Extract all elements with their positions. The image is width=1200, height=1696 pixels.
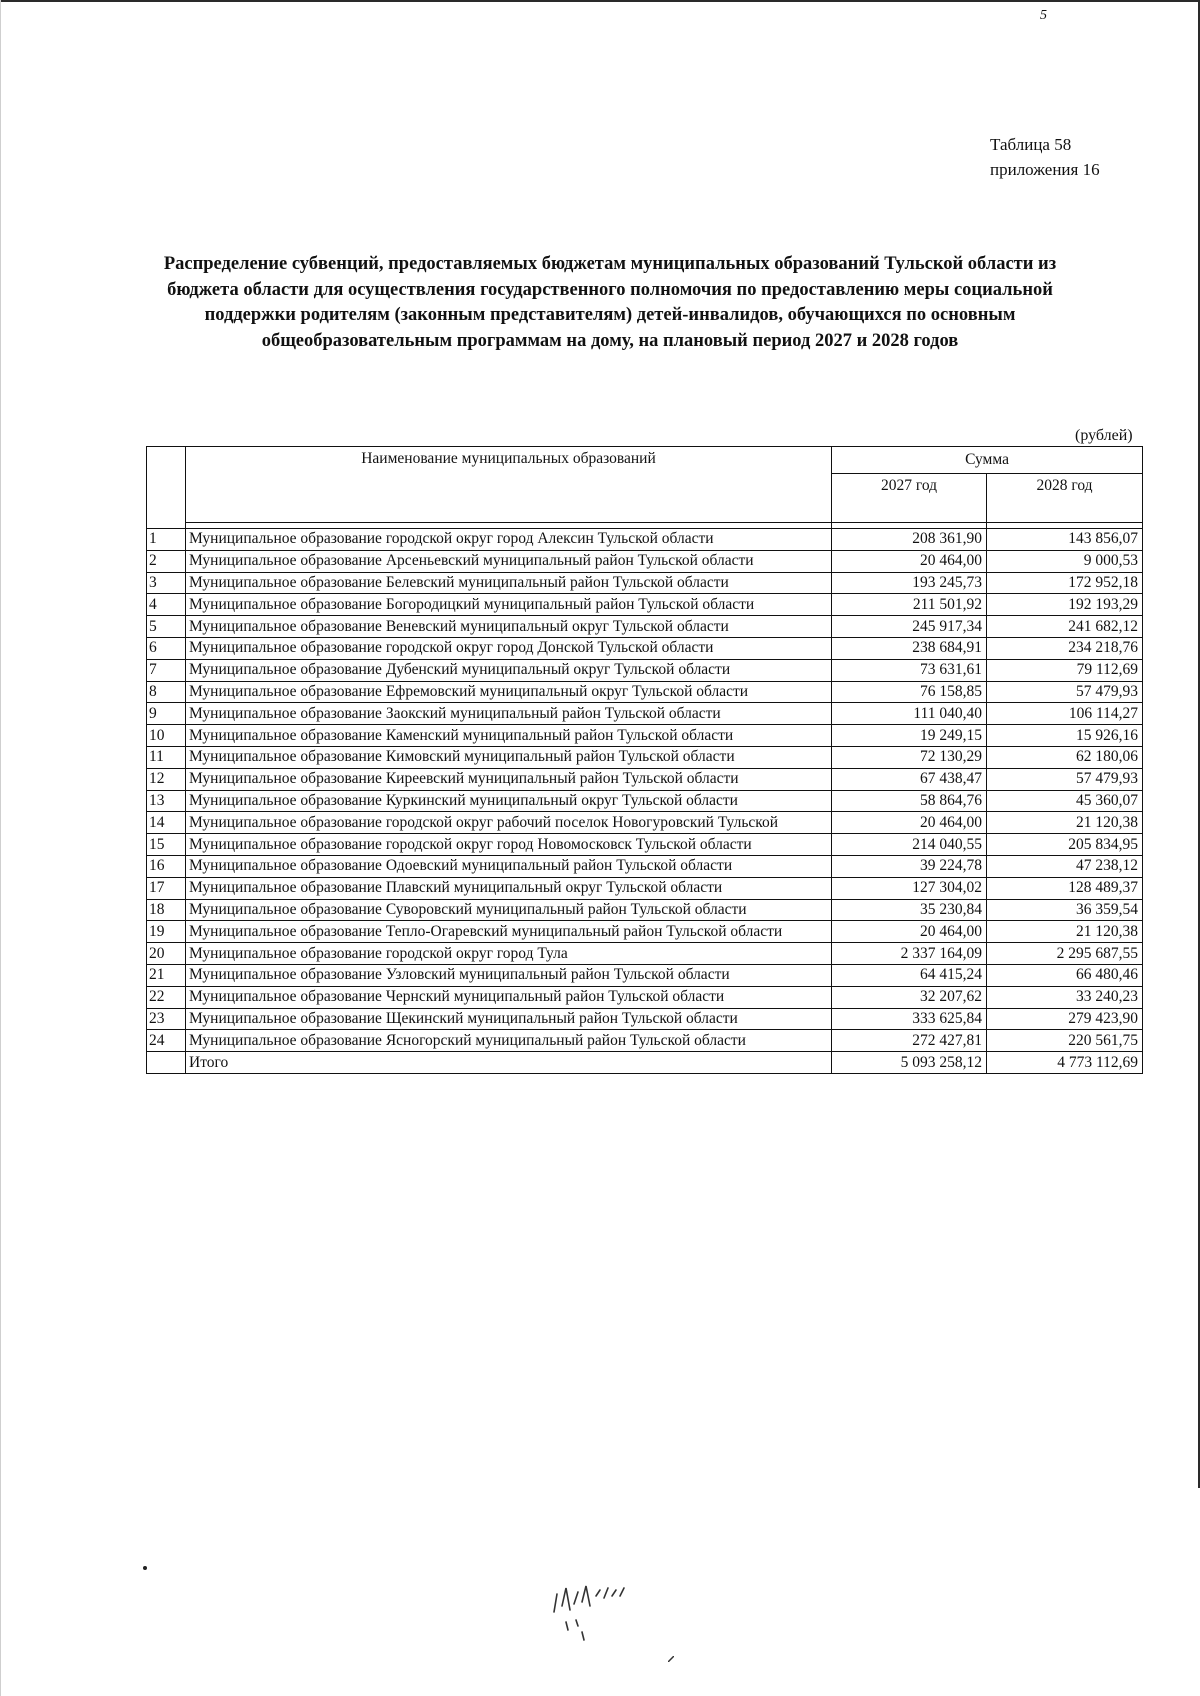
row-amount-2028: 15 926,16 [987,725,1143,747]
table-row [147,921,1143,943]
header-year-2027: 2027 год [832,474,987,523]
total-amount-2028: 4 773 112,69 [987,1052,1143,1074]
total-row [147,1052,1143,1074]
row-number: 13 [147,790,186,812]
table-row [147,681,1143,703]
page-border-top [0,0,1200,2]
row-municipality-name: Муниципальное образование Заокский муниципальный район Тульской области [186,703,832,725]
table-row [147,1030,1143,1052]
table-row [147,725,1143,747]
row-number: 24 [147,1030,186,1052]
row-number: 19 [147,921,186,943]
row-amount-2028: 47 238,12 [987,855,1143,877]
table-row [147,943,1143,965]
row-municipality-name: Муниципальное образование Узловский муниципальный район Тульской области [186,964,832,986]
row-amount-2027: 76 158,85 [832,681,987,703]
table-row [147,703,1143,725]
row-amount-2027: 214 040,55 [832,834,987,856]
row-municipality-name: Муниципальное образование Тепло-Огаревский муниципальный район Тульской области [186,921,832,943]
row-amount-2028: 57 479,93 [987,681,1143,703]
table-reference [990,132,1100,182]
row-municipality-name: Муниципальное образование Дубенский муниципальный округ Тульской области [186,659,832,681]
table-row [147,572,1143,594]
row-number: 21 [147,964,186,986]
row-municipality-name: Муниципальное образование Веневский муниципальный округ Тульской области [186,616,832,638]
row-municipality-name: Муниципальное образование Щекинский муниципальный район Тульской области [186,1008,832,1030]
header-row [147,447,1143,474]
row-amount-2027: 32 207,62 [832,986,987,1008]
row-amount-2027: 245 917,34 [832,616,987,638]
row-amount-2027: 35 230,84 [832,899,987,921]
title-line: поддержки родителям (законным представителям) детей-инвалидов, обучающихся по основным [204,305,1016,325]
row-number: 20 [147,943,186,965]
row-number: 17 [147,877,186,899]
table-row [147,1008,1143,1030]
row-municipality-name: Муниципальное образование городской округ рабочий поселок Новогуровский Тульской [186,812,832,834]
table-row [147,877,1143,899]
row-municipality-name: Муниципальное образование городской округ город Тула [186,943,832,965]
row-amount-2027: 208 361,90 [832,529,987,551]
row-number: 2 [147,550,186,572]
row-amount-2027: 73 631,61 [832,659,987,681]
table-row [147,594,1143,616]
row-amount-2028: 62 180,06 [987,746,1143,768]
row-number: 3 [147,572,186,594]
row-number: 12 [147,768,186,790]
row-municipality-name: Муниципальное образование Каменский муниципальный район Тульской области [186,725,832,747]
table-row [147,834,1143,856]
row-number: 22 [147,986,186,1008]
row-amount-2027: 111 040,40 [832,703,987,725]
row-amount-2028: 205 834,95 [987,834,1143,856]
row-amount-2027: 20 464,00 [832,921,987,943]
row-amount-2028: 21 120,38 [987,812,1143,834]
row-amount-2027: 193 245,73 [832,572,987,594]
table-row [147,855,1143,877]
handwritten-signature [548,1582,648,1642]
row-municipality-name: Муниципальное образование Богородицкий муниципальный район Тульской области [186,594,832,616]
table-row [147,964,1143,986]
row-municipality-name: Муниципальное образование Суворовский муниципальный район Тульской области [186,899,832,921]
header-year-2028: 2028 год [987,474,1143,523]
row-amount-2028: 57 479,93 [987,768,1143,790]
document-title [120,252,1100,354]
row-amount-2027: 67 438,47 [832,768,987,790]
row-amount-2028: 234 218,76 [987,637,1143,659]
row-number: 11 [147,746,186,768]
total-number-cell [147,1052,186,1074]
row-amount-2027: 39 224,78 [832,855,987,877]
row-amount-2028: 21 120,38 [987,921,1143,943]
scan-mark-dot [143,1566,147,1570]
row-amount-2028: 143 856,07 [987,529,1143,551]
row-amount-2028: 33 240,23 [987,986,1143,1008]
row-amount-2028: 66 480,46 [987,964,1143,986]
row-amount-2027: 127 304,02 [832,877,987,899]
table-row [147,616,1143,638]
row-number: 16 [147,855,186,877]
row-number: 6 [147,637,186,659]
row-number: 4 [147,594,186,616]
table-row [147,790,1143,812]
row-amount-2027: 72 130,29 [832,746,987,768]
row-municipality-name: Муниципальное образование Кимовский муниципальный район Тульской области [186,746,832,768]
header-number-cell [147,447,186,529]
row-amount-2028: 279 423,90 [987,1008,1143,1030]
units-label: (рублей) [1075,427,1133,444]
table-row [147,746,1143,768]
row-municipality-name: Муниципальное образование Куркинский муниципальный округ Тульской области [186,790,832,812]
row-number: 14 [147,812,186,834]
table-row [147,550,1143,572]
row-amount-2027: 2 337 164,09 [832,943,987,965]
row-municipality-name: Муниципальное образование Киреевский муниципальный район Тульской области [186,768,832,790]
row-amount-2028: 128 489,37 [987,877,1143,899]
table-row [147,986,1143,1008]
scan-mark-tick [668,1656,674,1662]
table-row [147,899,1143,921]
row-amount-2027: 211 501,92 [832,594,987,616]
row-amount-2028: 192 193,29 [987,594,1143,616]
table-row [147,812,1143,834]
row-municipality-name: Муниципальное образование Арсеньевский муниципальный район Тульской области [186,550,832,572]
table-reference-number: Таблица 58 [990,135,1072,154]
row-number: 15 [147,834,186,856]
row-amount-2028: 241 682,12 [987,616,1143,638]
row-number: 7 [147,659,186,681]
row-amount-2028: 79 112,69 [987,659,1143,681]
row-municipality-name: Муниципальное образование городской округ город Новомосковск Тульской области [186,834,832,856]
row-amount-2027: 20 464,00 [832,812,987,834]
total-label: Итого [186,1052,832,1074]
row-amount-2027: 333 625,84 [832,1008,987,1030]
table-row [147,637,1143,659]
row-amount-2028: 45 360,07 [987,790,1143,812]
title-line: Распределение субвенций, предоставляемых бюджетам муниципальных образований Тульской области из [163,254,1057,274]
row-number: 8 [147,681,186,703]
header-sum: Сумма [832,447,1143,474]
table-reference-appendix: приложения 16 [990,160,1100,179]
row-amount-2028: 220 561,75 [987,1030,1143,1052]
row-municipality-name: Муниципальное образование Плавский муниципальный округ Тульской области [186,877,832,899]
row-amount-2028: 106 114,27 [987,703,1143,725]
row-municipality-name: Муниципальное образование Ефремовский муниципальный округ Тульской области [186,681,832,703]
row-amount-2027: 272 427,81 [832,1030,987,1052]
row-municipality-name: Муниципальное образование городской округ город Алексин Тульской области [186,529,832,551]
table-row [147,659,1143,681]
row-number: 9 [147,703,186,725]
table-row [147,529,1143,551]
row-amount-2027: 58 864,76 [832,790,987,812]
row-amount-2028: 9 000,53 [987,550,1143,572]
row-number: 5 [147,616,186,638]
row-municipality-name: Муниципальное образование Одоевский муниципальный район Тульской области [186,855,832,877]
row-amount-2028: 172 952,18 [987,572,1143,594]
header-name: Наименование муниципальных образований [186,447,832,523]
row-amount-2027: 238 684,91 [832,637,987,659]
row-number: 10 [147,725,186,747]
row-amount-2027: 20 464,00 [832,550,987,572]
table-body [147,447,1143,1074]
row-municipality-name: Муниципальное образование Чернский муниципальный район Тульской области [186,986,832,1008]
row-amount-2027: 64 415,24 [832,964,987,986]
row-amount-2028: 2 295 687,55 [987,943,1143,965]
title-line: общеобразовательным программам на дому, на плановый период 2027 и 2028 годов [261,330,959,351]
page-number: 5 [1040,8,1047,23]
row-municipality-name: Муниципальное образование Ясногорский муниципальный район Тульской области [186,1030,832,1052]
row-number: 18 [147,899,186,921]
title-line: бюджета области для осуществления государственного полномочия по предоставлению меры социальной [167,279,1053,300]
row-municipality-name: Муниципальное образование Белевский муниципальный район Тульской области [186,572,832,594]
row-number: 1 [147,529,186,551]
row-amount-2027: 19 249,15 [832,725,987,747]
table-row [147,768,1143,790]
row-municipality-name: Муниципальное образование городской округ город Донской Тульской области [186,637,832,659]
page-border-left [0,0,1,1696]
subvention-table [146,446,1143,1074]
row-number: 23 [147,1008,186,1030]
total-amount-2027: 5 093 258,12 [832,1052,987,1074]
row-amount-2028: 36 359,54 [987,899,1143,921]
